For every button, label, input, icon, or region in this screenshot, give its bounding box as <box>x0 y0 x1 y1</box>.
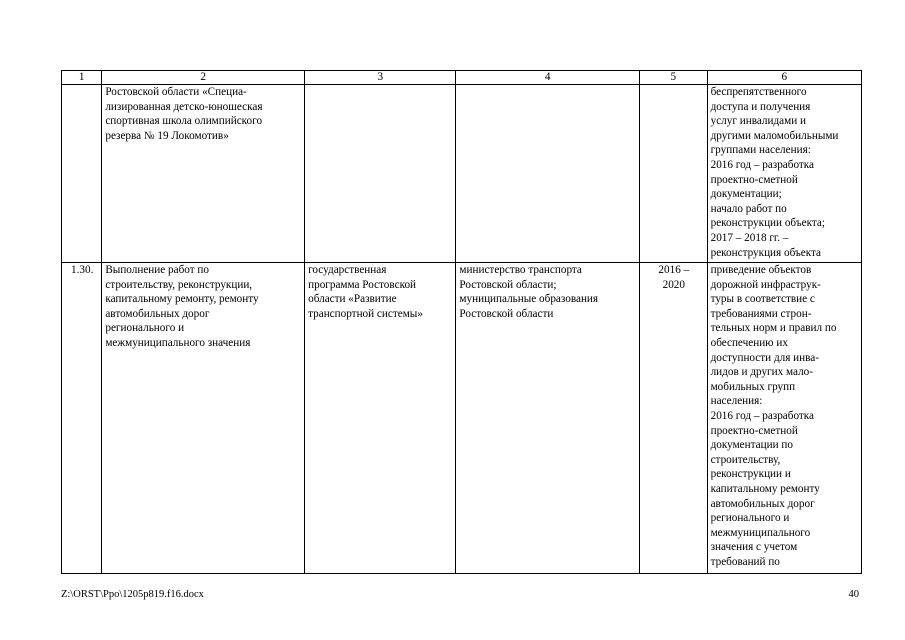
executor-cell <box>456 85 640 263</box>
measures-table <box>61 70 862 574</box>
column-number: 2 <box>102 71 305 85</box>
measure-name-cell: Выполнение работ по строительству, реконструкции, капитальному ремонту, ремонту автомобильных дорог регионального и межмуниципального значения <box>102 263 305 574</box>
program-cell: государственная программа Ростовской области «Развитие транспортной системы» <box>305 263 456 574</box>
table-row <box>62 263 862 574</box>
executor-cell: министерство транспорта Ростовской области; муниципальные образования Ростовской области <box>456 263 640 574</box>
column-number: 3 <box>305 71 456 85</box>
program-cell <box>305 85 456 263</box>
period-cell: 2016 – 2020 <box>640 263 708 574</box>
row-number-cell <box>62 85 102 263</box>
column-number: 5 <box>640 71 708 85</box>
table-row <box>62 85 862 263</box>
column-number-row <box>62 71 862 85</box>
footer-file-path: Z:\ORST\Ppo\1205p819.f16.docx <box>61 589 204 600</box>
period-cell <box>640 85 708 263</box>
row-number-cell: 1.30. <box>62 263 102 574</box>
result-cell: приведение объектов дорожной инфраструк- туры в соответствие с требованиями строн- тельных норм и правил по обеспечению их доступности для инва- лидов и других мало- мобильных групп населения: 2016 год – разработка проектно-сметной документации по строительству, реконструкции и капитальному ремонту автомобильных дорог регионального и межмуниципального значения с учетом требований по <box>707 263 861 574</box>
page-number: 40 <box>848 589 859 600</box>
measure-name-cell: Ростовской области «Специа- лизированная детско-юношеская спортивная школа олимпийского резерва № 19 Локомотив» <box>102 85 305 263</box>
column-number: 1 <box>62 71 102 85</box>
result-cell: беспрепятственного доступа и получения услуг инвалидами и другими маломобильными группами населения: 2016 год – разработка проектно-сметной документации; начало работ по реконструкции объекта; 2017 – 2018 гг. – реконструкция объекта <box>707 85 861 263</box>
column-number: 6 <box>707 71 861 85</box>
column-number: 4 <box>456 71 640 85</box>
